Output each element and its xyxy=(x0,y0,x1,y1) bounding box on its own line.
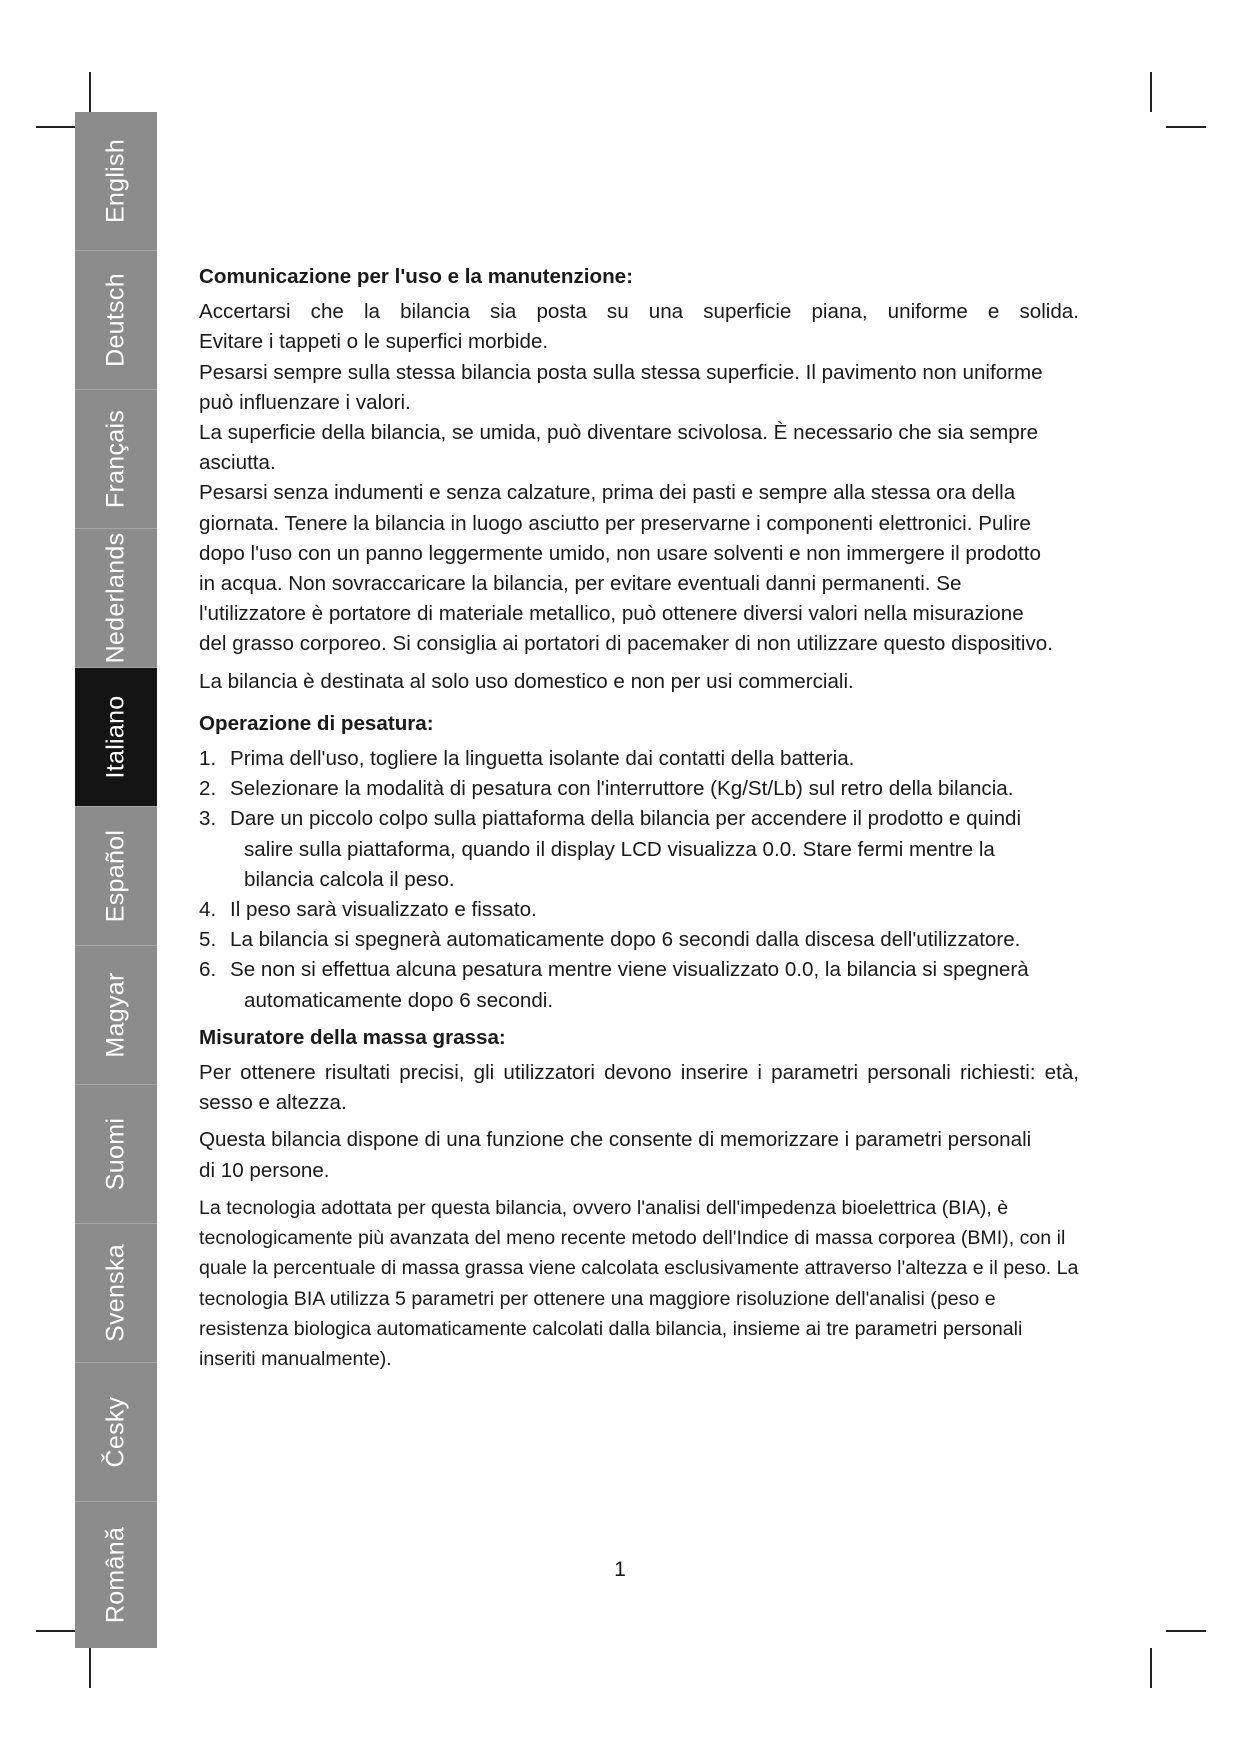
section-title-usage-maintenance: Comunicazione per l'uso e la manutenzione: xyxy=(199,265,633,288)
usage-paragraph-1-line-1: Accertarsi che la bilancia sia posta su una superficie piana, uniforme e solida. xyxy=(199,300,1079,324)
step-text: La bilancia si spegnerà automaticamente dopo 6 secondi dalla discesa dell'utilizzatore. xyxy=(230,928,1021,952)
step-number: 1. xyxy=(199,747,217,771)
language-tab-suomi[interactable] xyxy=(75,1085,157,1224)
list-item xyxy=(199,774,1049,804)
language-tab-cesky[interactable] xyxy=(75,1363,157,1502)
step-text: Il peso sarà visualizzato e fissato. xyxy=(230,898,537,922)
step-text: Selezionare la modalità di pesatura con l'interruttore (Kg/St/Lb) sul retro della bilancia. xyxy=(230,777,1014,801)
usage-paragraph-3: La superficie della bilancia, se umida, può diventare scivolosa. È necessario che sia sempre asciutta. xyxy=(199,421,1039,475)
crop-mark-top-right-vertical xyxy=(1150,72,1152,112)
manual-content xyxy=(199,262,1079,1381)
crop-mark-bottom-left-vertical xyxy=(89,1648,91,1688)
usage-paragraph-2: Pesarsi sempre sulla stessa bilancia posta sulla stessa superficie. Il pavimento non uniforme può influenzare i valori. xyxy=(199,360,1043,414)
usage-paragraph-1-line-2: Evitare i tappeti o le superfici morbide. xyxy=(199,330,549,354)
language-tab-svenska[interactable] xyxy=(75,1224,157,1363)
crop-mark-top-left-horizontal xyxy=(36,126,76,128)
language-tab-english[interactable] xyxy=(75,112,157,251)
list-item xyxy=(199,925,1049,955)
language-tab-label: English xyxy=(101,138,130,224)
language-tab-espanol[interactable] xyxy=(75,807,157,946)
step-text: Dare un piccolo colpo sulla piattaforma della bilancia per accendere il prodotto e quindi salire sulla piattaforma, quando il display LCD visualizza 0.0. Stare fermi mentre la bilancia calcola il peso. xyxy=(230,807,1022,891)
step-text: Se non si effettua alcuna pesatura mentre viene visualizzato 0.0, la bilancia si spegnerà automaticamente dopo 6 secondi. xyxy=(230,958,1029,1012)
usage-paragraph-1 xyxy=(199,297,1079,357)
language-tab-magyar[interactable] xyxy=(75,946,157,1085)
crop-mark-top-right-horizontal xyxy=(1166,126,1206,128)
step-number: 5. xyxy=(199,928,217,952)
body-fat-paragraph-1: Per ottenere risultati precisi, gli utilizzatori devono inserire i parametri personali richiesti: età, sesso e altezza. xyxy=(199,1061,1079,1115)
step-text: Prima dell'uso, togliere la linguetta isolante dai contatti della batteria. xyxy=(230,747,855,771)
crop-mark-bottom-left-horizontal xyxy=(36,1630,76,1632)
page-number: 1 xyxy=(614,1558,626,1581)
language-tab-label: Česky xyxy=(101,1396,130,1468)
crop-mark-bottom-right-vertical xyxy=(1150,1648,1152,1688)
language-tab-label: Español xyxy=(101,829,130,923)
language-tab-label: Magyar xyxy=(101,972,130,1058)
usage-paragraph-5: La bilancia è destinata al solo uso domestico e non per usi commerciali. xyxy=(199,669,854,693)
step-number: 6. xyxy=(199,958,217,982)
usage-paragraph-4: Pesarsi senza indumenti e senza calzature, prima dei pasti e sempre alla stessa ora della giornata. Tenere la bilancia in luogo asciutto per preservarne i componenti elettronici. Pulire dopo l'uso con un panno leggermente umido, non usare solventi e non immergere il prodotto in acqua. Non sovraccaricare la bilancia, per evitare eventuali danni permanenti. Se l'utilizzatore è portatore di materiale metallico, può ottenere diversi valori nella misurazione del grasso corporeo. Si consiglia ai portatori di pacemaker di non utilizzare questo dispositivo. xyxy=(199,481,1053,656)
language-tab-label: Română xyxy=(101,1526,130,1624)
language-tab-label: Svenska xyxy=(101,1244,130,1342)
section-title-weighing: Operazione di pesatura: xyxy=(199,711,434,735)
language-tab-label: Italiano xyxy=(101,695,130,779)
language-tab-label: Deutsch xyxy=(101,273,130,367)
crop-mark-bottom-right-horizontal xyxy=(1166,1630,1206,1632)
weighing-steps-list xyxy=(199,744,1049,1016)
language-tab-deutsch[interactable] xyxy=(75,251,157,390)
language-tab-romana[interactable] xyxy=(75,1502,157,1648)
section-title-body-fat: Misuratore della massa grassa: xyxy=(199,1025,506,1049)
body-fat-paragraph-3: La tecnologia adottata per questa bilancia, ovvero l'analisi dell'impedenza bioelettrica (BIA), è tecnologicamente più avanzata del meno recente metodo dell'Indice di massa corporea (BMI), con il quale la percentuale di massa grassa viene calcolata esclusivamente attraverso l'altezza e il peso. La tecnologia BIA utilizza 5 parametri per ottenere una maggiore risoluzione dell'analisi (peso e resistenza biologica automaticamente calcolati dalla bilancia, insieme ai tre parametri personali inseriti manualmente). xyxy=(199,1196,1079,1370)
language-sidebar xyxy=(75,112,157,1648)
language-tab-label: Suomi xyxy=(101,1117,130,1191)
step-number: 2. xyxy=(199,777,217,801)
language-tab-label: Nederlands xyxy=(101,532,130,664)
list-item xyxy=(199,955,1049,1015)
body-fat-paragraph-2: Questa bilancia dispone di una funzione che consente di memorizzare i parametri personali di 10 persone. xyxy=(199,1128,1032,1182)
list-item xyxy=(199,744,1049,774)
list-item xyxy=(199,895,1049,925)
list-item xyxy=(199,804,1049,895)
language-tab-nederlands[interactable] xyxy=(75,529,157,668)
step-number: 4. xyxy=(199,898,217,922)
language-tab-italiano[interactable] xyxy=(75,668,157,807)
language-tab-label: Français xyxy=(101,409,130,509)
step-number: 3. xyxy=(199,807,217,831)
crop-mark-top-left-vertical xyxy=(89,72,91,112)
language-tab-francais[interactable] xyxy=(75,390,157,529)
